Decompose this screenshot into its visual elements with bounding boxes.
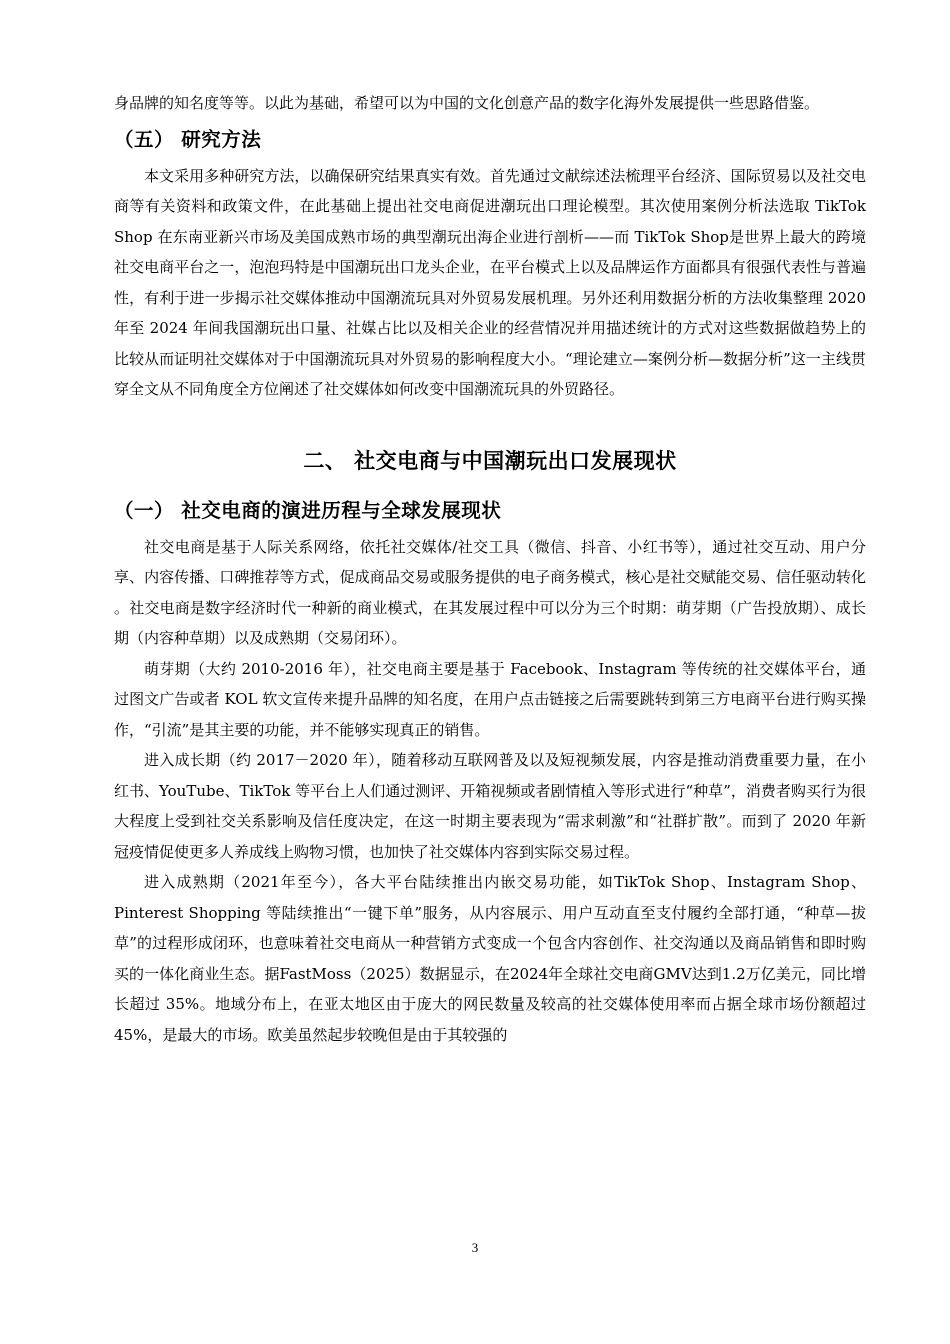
paragraph-research-methods: 本文采用多种研究方法，以确保研究结果真实有效。首先通过文献综述法梳理平台经济、国际贸易以及社交电商等有关资料和政策文件，在此基础上提出社交电商促进潮玩出口理论模型。其次使用案例分析法选取 TikTok Shop 在东南亚新兴市场及美国成熟市场的典型潮玩出海企业进行剖析——而 TikTok Shop是世界上最大的跨境社交电商平台之一，泡泡玛特是中国潮玩出口龙头企业，在平台模式上以及品牌运作方面都具有很强代表性与普遍性，有利于进一步揭示社交媒体推动中国潮流玩具对外贸易发展机理。另外还利用数据分析的方法收集整理 2020 年至 2024 年间我国潮玩出口量、社媒占比以及相关企业的经营情况并用描述统计的方式对这些数据做趋势上的比较从而证明社交媒体对于中国潮流玩具对外贸易的影响程度大小。“理论建立—案例分析—数据分析”这一主线贯穿全文从不同角度全方位阐述了社交媒体如何改变中国潮流玩具的外贸路径。 <box>114 166 866 398</box>
chapter-heading: 二、 社交电商与中国潮玩出口发展现状 <box>303 448 677 473</box>
section-heading-research-methods: （五） 研究方法 <box>114 127 262 151</box>
paragraph-mature-stage: 进入成熟期（2021年至今），各大平台陆续推出内嵌交易功能，如TikTok Shop、Instagram Shop、Pinterest Shopping 等陆续推出“一键下单”服务，从内容展示、用户互动直至支付履约全部打通，“种草—拔草”的过程形成闭环，也意味着社交电商从一种营销方式变成一个包含内容创作、社交沟通以及商品销售和即时购买的一体化商业生态。据FastMoss（2025）数据显示，在2024年全球社交电商GMV达到1.2万亿美元，同比增长超过 35%。地域分布上，在亚太地区由于庞大的网民数量及较高的社交媒体使用率而占据全球市场份额超过 45%，是最大的市场。欧美虽然起步较晚但是由于其较强的 <box>114 873 866 1044</box>
page-number: 3 <box>471 1240 479 1255</box>
page-body <box>114 88 866 1050</box>
paragraph-growth-stage: 进入成长期（约 2017－2020 年），随着移动互联网普及以及短视频发展，内容是推动消费重要力量，在小红书、YouTube、TikTok 等平台上人们通过测评、开箱视频或者剧情植入等形式进行“种草”，消费者购买行为很大程度上受到社交关系影响及信任度决定，在这一时期主要表现为“需求刺激”和“社群扩散”。而到了 2020 年新冠疫情促使更多人养成线上购物习惯，也加快了社交媒体内容到实际交易过程。 <box>114 751 866 861</box>
paragraph-continued: 身品牌的知名度等等。以此为基础，希望可以为中国的文化创意产品的数字化海外发展提供一些思路借鉴。 <box>114 94 820 112</box>
section-heading-evolution: （一） 社交电商的演进历程与全球发展现状 <box>114 498 502 522</box>
paragraph-sprout-stage: 萌芽期（大约 2010-2016 年），社交电商主要是基于 Facebook、Instagram 等传统的社交媒体平台，通过图文广告或者 KOL 软文宣传来提升品牌的知名度，在用户点击链接之后需要跳转到第三方电商平台进行购买操作，“引流”是其主要的功能，并不能够实现真正的销售。 <box>114 659 866 739</box>
paragraph-definition: 社交电商是基于人际关系网络，依托社交媒体/社交工具（微信、抖音、小红书等），通过社交互动、用户分享、内容传播、口碑推荐等方式，促成商品交易或服务提供的电子商务模式，核心是社交赋能交易、信任驱动转化 。社交电商是数字经济时代一种新的商业模式，在其发展过程中可以分为三个时期：萌芽期（广告投放期）、成长期（内容种草期）以及成熟期（交易闭环）。 <box>114 537 866 647</box>
